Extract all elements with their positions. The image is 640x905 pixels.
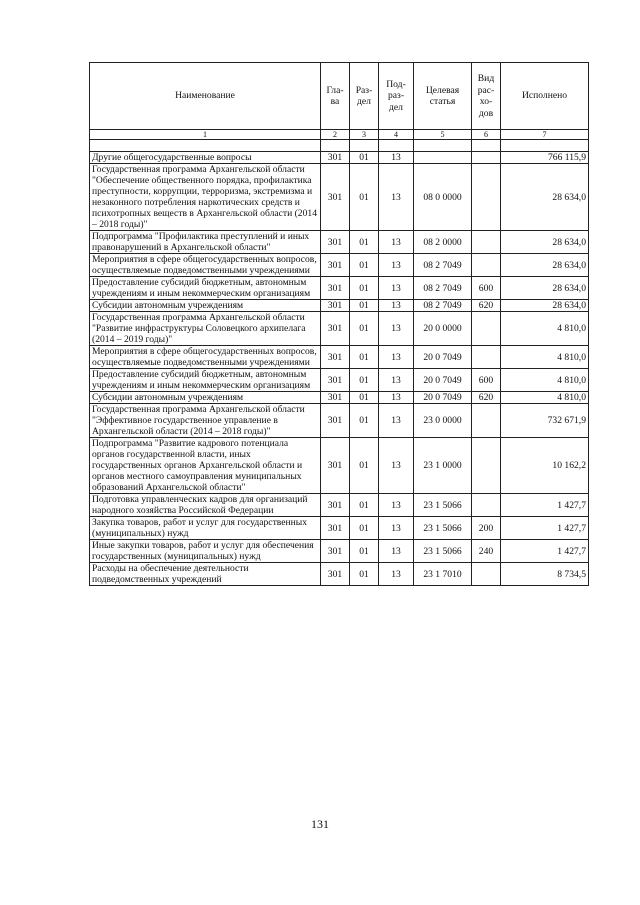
cell-ispolneno: 732 671,9 bbox=[501, 404, 589, 438]
budget-table bbox=[89, 62, 589, 586]
cell-ispolneno: 10 162,2 bbox=[501, 438, 589, 494]
cell-podrazdel: 13 bbox=[379, 404, 414, 438]
table-row bbox=[90, 152, 589, 164]
cell-name: Закупка товаров, работ и услуг для государственных (муниципальных) нужд bbox=[90, 517, 321, 540]
header-razdel bbox=[350, 63, 379, 130]
cell-name: Предоставление субсидий бюджетным, автономным учреждениям и иным некоммерческим организациям bbox=[90, 369, 321, 392]
col-number: 6 bbox=[472, 130, 501, 140]
cell-podrazdel: 13 bbox=[379, 517, 414, 540]
cell-podrazdel: 13 bbox=[379, 369, 414, 392]
cell-razdel: 01 bbox=[350, 231, 379, 254]
cell-name: Иные закупки товаров, работ и услуг для обеспечения государственных (муниципальных) нужд bbox=[90, 540, 321, 563]
cell-vid bbox=[472, 563, 501, 586]
table-row bbox=[90, 563, 589, 586]
spacer-cell bbox=[414, 140, 472, 152]
cell-name: Государственная программа Архангельской области "Обеспечение общественного порядка, профилактика преступности, коррупции, терроризма, экстремизма и незаконного потребления наркотических средств и психотропных веществ в Архангельской области (2014 – 2018 годы)" bbox=[90, 164, 321, 231]
header-name: Наименование bbox=[90, 63, 321, 130]
cell-name: Предоставление субсидий бюджетным, автономным учреждениям и иным некоммерческим организациям bbox=[90, 277, 321, 300]
cell-ispolneno: 28 634,0 bbox=[501, 254, 589, 277]
cell-razdel: 01 bbox=[350, 494, 379, 517]
cell-podrazdel: 13 bbox=[379, 300, 414, 312]
cell-vid: 240 bbox=[472, 540, 501, 563]
cell-ispolneno: 4 810,0 bbox=[501, 346, 589, 369]
cell-glava: 301 bbox=[321, 392, 350, 404]
header-vid bbox=[472, 63, 501, 130]
cell-vid bbox=[472, 346, 501, 369]
table-row bbox=[90, 164, 589, 231]
cell-glava: 301 bbox=[321, 369, 350, 392]
cell-vid bbox=[472, 438, 501, 494]
header-ispolneno: Исполнено bbox=[501, 63, 589, 130]
cell-vid bbox=[472, 404, 501, 438]
cell-vid bbox=[472, 164, 501, 231]
table-row bbox=[90, 392, 589, 404]
table-row bbox=[90, 540, 589, 563]
cell-razdel: 01 bbox=[350, 277, 379, 300]
cell-statya: 08 2 7049 bbox=[414, 300, 472, 312]
cell-ispolneno: 1 427,7 bbox=[501, 517, 589, 540]
cell-razdel: 01 bbox=[350, 517, 379, 540]
cell-ispolneno: 1 427,7 bbox=[501, 540, 589, 563]
cell-glava: 301 bbox=[321, 300, 350, 312]
cell-statya: 23 1 5066 bbox=[414, 517, 472, 540]
cell-glava: 301 bbox=[321, 277, 350, 300]
cell-name: Мероприятия в сфере общегосударственных вопросов, осуществляемые подведомственными учреждениями bbox=[90, 254, 321, 277]
cell-statya: 23 1 7010 bbox=[414, 563, 472, 586]
cell-podrazdel: 13 bbox=[379, 152, 414, 164]
cell-glava: 301 bbox=[321, 540, 350, 563]
cell-razdel: 01 bbox=[350, 438, 379, 494]
cell-ispolneno: 766 115,9 bbox=[501, 152, 589, 164]
cell-vid: 600 bbox=[472, 369, 501, 392]
cell-razdel: 01 bbox=[350, 164, 379, 231]
cell-name: Государственная программа Архангельской области "Развитие инфраструктуры Соловецкого архипелага (2014 – 2019 годы)" bbox=[90, 312, 321, 346]
col-number: 2 bbox=[321, 130, 350, 140]
cell-glava: 301 bbox=[321, 346, 350, 369]
cell-ispolneno: 1 427,7 bbox=[501, 494, 589, 517]
cell-name: Подпрограмма "Профилактика преступлений и иных правонарушений в Архангельской области" bbox=[90, 231, 321, 254]
cell-name: Государственная программа Архангельской области "Эффективное государственное управление в Архангельской области (2014 – 2018 годы)" bbox=[90, 404, 321, 438]
spacer-cell bbox=[501, 140, 589, 152]
cell-statya: 08 2 0000 bbox=[414, 231, 472, 254]
cell-razdel: 01 bbox=[350, 152, 379, 164]
cell-razdel: 01 bbox=[350, 404, 379, 438]
cell-statya bbox=[414, 152, 472, 164]
cell-vid bbox=[472, 231, 501, 254]
header-statya bbox=[414, 63, 472, 130]
cell-ispolneno: 28 634,0 bbox=[501, 231, 589, 254]
cell-ispolneno: 4 810,0 bbox=[501, 369, 589, 392]
cell-razdel: 01 bbox=[350, 254, 379, 277]
cell-name: Субсидии автономным учреждениям bbox=[90, 392, 321, 404]
cell-statya: 20 0 7049 bbox=[414, 392, 472, 404]
table-row bbox=[90, 517, 589, 540]
cell-razdel: 01 bbox=[350, 312, 379, 346]
cell-ispolneno: 8 734,5 bbox=[501, 563, 589, 586]
cell-vid bbox=[472, 152, 501, 164]
cell-statya: 20 0 0000 bbox=[414, 312, 472, 346]
cell-glava: 301 bbox=[321, 404, 350, 438]
cell-razdel: 01 bbox=[350, 369, 379, 392]
spacer-cell bbox=[90, 140, 321, 152]
cell-statya: 08 2 7049 bbox=[414, 277, 472, 300]
cell-podrazdel: 13 bbox=[379, 346, 414, 369]
cell-glava: 301 bbox=[321, 517, 350, 540]
cell-name: Подпрограмма "Развитие кадрового потенциала органов государственной власти, иных государственных органов Архангельской области и органов местного самоуправления муниципальных образований Архангельской области" bbox=[90, 438, 321, 494]
table-row bbox=[90, 404, 589, 438]
cell-vid bbox=[472, 254, 501, 277]
cell-podrazdel: 13 bbox=[379, 392, 414, 404]
cell-vid bbox=[472, 312, 501, 346]
cell-razdel: 01 bbox=[350, 540, 379, 563]
cell-razdel: 01 bbox=[350, 392, 379, 404]
col-number: 4 bbox=[379, 130, 414, 140]
column-number-row bbox=[90, 130, 589, 140]
table-row bbox=[90, 312, 589, 346]
cell-podrazdel: 13 bbox=[379, 563, 414, 586]
table-body bbox=[90, 152, 589, 586]
cell-statya: 08 0 0000 bbox=[414, 164, 472, 231]
col-number: 1 bbox=[90, 130, 321, 140]
cell-podrazdel: 13 bbox=[379, 494, 414, 517]
cell-glava: 301 bbox=[321, 254, 350, 277]
header-glava bbox=[321, 63, 350, 130]
cell-glava: 301 bbox=[321, 152, 350, 164]
cell-statya: 23 1 0000 bbox=[414, 438, 472, 494]
cell-statya: 20 0 7049 bbox=[414, 369, 472, 392]
spacer-cell bbox=[350, 140, 379, 152]
spacer-row bbox=[90, 140, 589, 152]
cell-vid: 200 bbox=[472, 517, 501, 540]
cell-podrazdel: 13 bbox=[379, 164, 414, 231]
header-podrazdel bbox=[379, 63, 414, 130]
cell-name: Субсидии автономным учреждениям bbox=[90, 300, 321, 312]
cell-ispolneno: 28 634,0 bbox=[501, 164, 589, 231]
cell-podrazdel: 13 bbox=[379, 254, 414, 277]
cell-glava: 301 bbox=[321, 231, 350, 254]
cell-name: Расходы на обеспечение деятельности подведомственных учреждений bbox=[90, 563, 321, 586]
cell-podrazdel: 13 bbox=[379, 231, 414, 254]
table-row bbox=[90, 254, 589, 277]
cell-statya: 23 0 0000 bbox=[414, 404, 472, 438]
cell-razdel: 01 bbox=[350, 300, 379, 312]
cell-podrazdel: 13 bbox=[379, 277, 414, 300]
cell-glava: 301 bbox=[321, 312, 350, 346]
table-row bbox=[90, 231, 589, 254]
cell-ispolneno: 4 810,0 bbox=[501, 392, 589, 404]
cell-name: Подготовка управленческих кадров для организаций народного хозяйства Российской Федерации bbox=[90, 494, 321, 517]
cell-glava: 301 bbox=[321, 563, 350, 586]
cell-statya: 20 0 7049 bbox=[414, 346, 472, 369]
cell-vid: 620 bbox=[472, 300, 501, 312]
col-number: 3 bbox=[350, 130, 379, 140]
cell-podrazdel: 13 bbox=[379, 312, 414, 346]
table-row bbox=[90, 346, 589, 369]
table-header-row bbox=[90, 63, 589, 130]
cell-razdel: 01 bbox=[350, 346, 379, 369]
cell-statya: 08 2 7049 bbox=[414, 254, 472, 277]
col-number: 7 bbox=[501, 130, 589, 140]
cell-glava: 301 bbox=[321, 438, 350, 494]
cell-glava: 301 bbox=[321, 494, 350, 517]
cell-name: Мероприятия в сфере общегосударственных вопросов, осуществляемые подведомственными учреждениями bbox=[90, 346, 321, 369]
table-row bbox=[90, 369, 589, 392]
header-glava-text: Гла- ва bbox=[326, 84, 344, 107]
cell-vid: 620 bbox=[472, 392, 501, 404]
cell-glava: 301 bbox=[321, 164, 350, 231]
cell-statya: 23 1 5066 bbox=[414, 540, 472, 563]
cell-statya: 23 1 5066 bbox=[414, 494, 472, 517]
cell-ispolneno: 28 634,0 bbox=[501, 277, 589, 300]
header-vid-text: Вид рас- хо- дов bbox=[477, 73, 495, 119]
header-razdel-text: Раз- дел bbox=[355, 84, 373, 107]
header-podrazdel-text: Под- раз- дел bbox=[386, 78, 406, 113]
spacer-cell bbox=[321, 140, 350, 152]
cell-ispolneno: 4 810,0 bbox=[501, 312, 589, 346]
cell-vid bbox=[472, 494, 501, 517]
table-row bbox=[90, 277, 589, 300]
cell-ispolneno: 28 634,0 bbox=[501, 300, 589, 312]
cell-vid: 600 bbox=[472, 277, 501, 300]
table-row bbox=[90, 438, 589, 494]
spacer-cell bbox=[472, 140, 501, 152]
cell-podrazdel: 13 bbox=[379, 540, 414, 563]
table-row bbox=[90, 494, 589, 517]
table-row bbox=[90, 300, 589, 312]
cell-name: Другие общегосударственные вопросы bbox=[90, 152, 321, 164]
spacer-cell bbox=[379, 140, 414, 152]
header-statya-text: Целевая статья bbox=[425, 84, 460, 107]
col-number: 5 bbox=[414, 130, 472, 140]
cell-podrazdel: 13 bbox=[379, 438, 414, 494]
cell-razdel: 01 bbox=[350, 563, 379, 586]
page-number: 131 bbox=[311, 817, 329, 831]
